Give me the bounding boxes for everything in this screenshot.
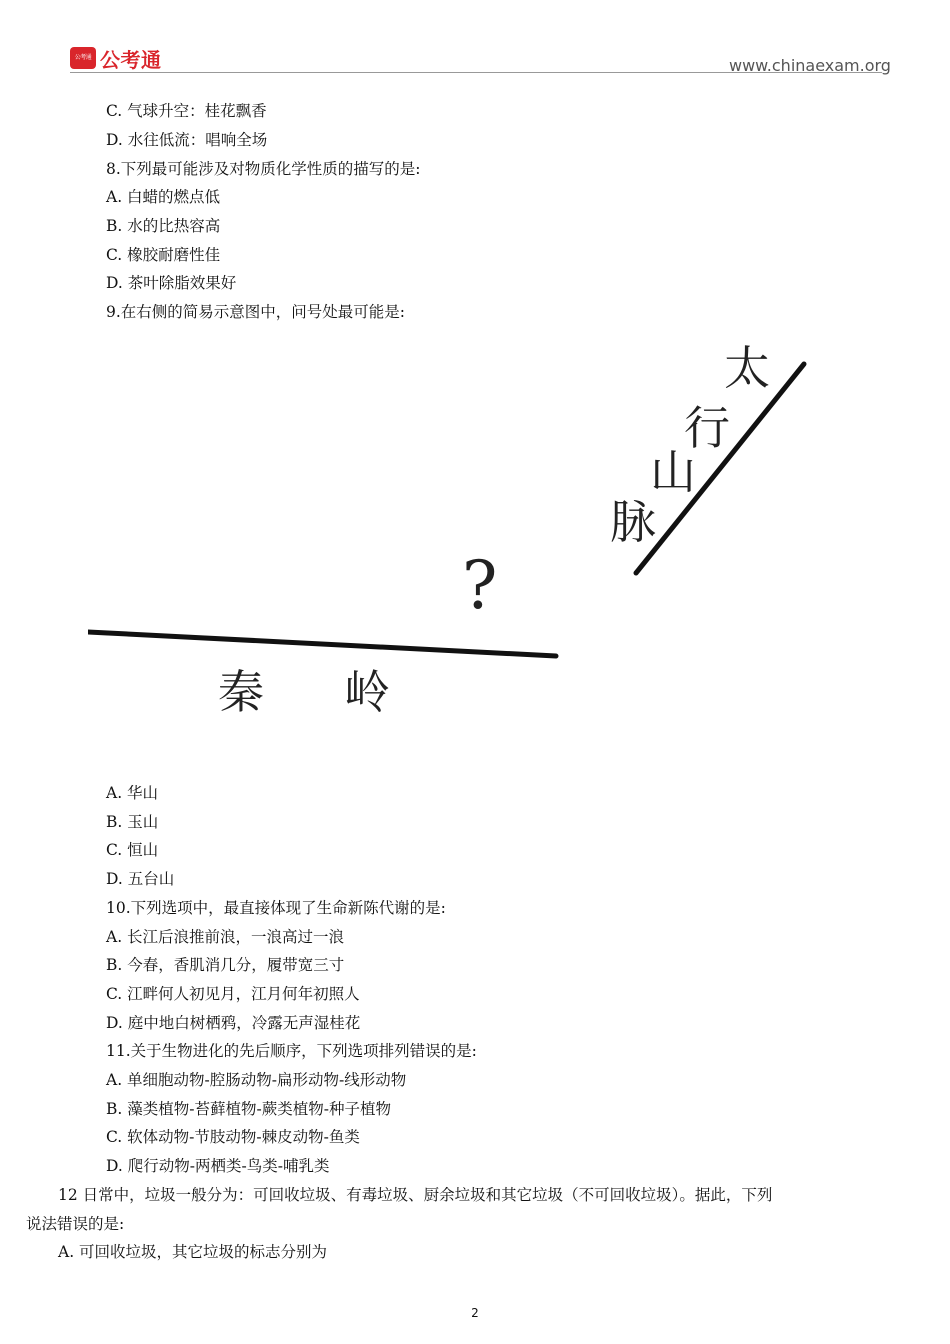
site-url: www.chinaexam.org <box>729 56 891 75</box>
q9-stem: 9.在右侧的简易示意图中，问号处最可能是: <box>106 303 406 321</box>
q10-option-c: C. 江畔何人初见月，江月何年初照人 <box>106 985 360 1003</box>
page-number: 2 <box>471 1306 479 1320</box>
q10-option-b: B. 今春，香肌消几分，履带宽三寸 <box>106 956 345 974</box>
q7-option-d: D. 水往低流：唱响全场 <box>106 131 268 149</box>
q10-option-a: A. 长江后浪推前浪，一浪高过一浪 <box>106 928 345 946</box>
q12-option-a: A. 可回收垃圾，其它垃圾的标志分别为 <box>58 1243 328 1261</box>
q8-option-a: A. 白蜡的燃点低 <box>106 188 221 206</box>
q8-option-c: C. 橡胶耐磨性佳 <box>106 246 221 264</box>
q7-option-c: C. 气球升空：桂花飘香 <box>106 102 267 120</box>
q11-option-a: A. 单细胞动物-腔肠动物-扁形动物-线形动物 <box>106 1071 407 1089</box>
q9-map-figure <box>88 336 808 720</box>
q10-option-d: D. 庭中地白树栖鸦，冷露无声湿桂花 <box>106 1014 361 1032</box>
q9-option-a: A. 华山 <box>106 784 159 802</box>
q9-map-svg <box>88 336 808 720</box>
q11-stem: 11.关于生物进化的先后顺序，下列选项排列错误的是: <box>106 1042 477 1060</box>
taihang-char-4: 脉 <box>610 495 656 549</box>
q11-option-d: D. 爬行动物-两栖类-鸟类-哺乳类 <box>106 1157 330 1175</box>
q8-option-b: B. 水的比热容高 <box>106 217 221 235</box>
question-mark: ? <box>462 547 498 624</box>
q8-stem: 8.下列最可能涉及对物质化学性质的描写的是: <box>106 160 421 178</box>
taihang-char-3: 山 <box>650 445 696 499</box>
qinling-char-1: 秦 <box>218 665 264 719</box>
qinling-char-2: 岭 <box>344 665 390 719</box>
qinling-line <box>88 632 556 656</box>
taihang-char-1: 太 <box>724 341 770 395</box>
q11-option-c: C. 软体动物-节肢动物-棘皮动物-鱼类 <box>106 1128 360 1146</box>
q8-option-d: D. 茶叶除脂效果好 <box>106 274 237 292</box>
q12-stem-line1: 12 日常中，垃圾一般分为：可回收垃圾、有毒垃圾、厨余垃圾和其它垃圾（不可回收垃圾）。据此，下列 <box>58 1186 773 1204</box>
taihang-char-2: 行 <box>684 401 730 455</box>
q9-option-c: C. 恒山 <box>106 841 159 859</box>
brand-logo <box>70 45 162 71</box>
q11-option-b: B. 藻类植物-苔藓植物-蕨类植物-种子植物 <box>106 1100 391 1118</box>
logo-text: 公考通 <box>100 47 162 72</box>
page-header <box>0 0 950 100</box>
q12-stem-line2: 说法错误的是: <box>26 1215 125 1233</box>
q10-stem: 10.下列选项中，最直接体现了生命新陈代谢的是: <box>106 899 446 917</box>
logo-badge-icon: 公考通 <box>70 47 96 69</box>
q9-option-d: D. 五台山 <box>106 870 175 888</box>
q9-option-b: B. 玉山 <box>106 813 159 831</box>
